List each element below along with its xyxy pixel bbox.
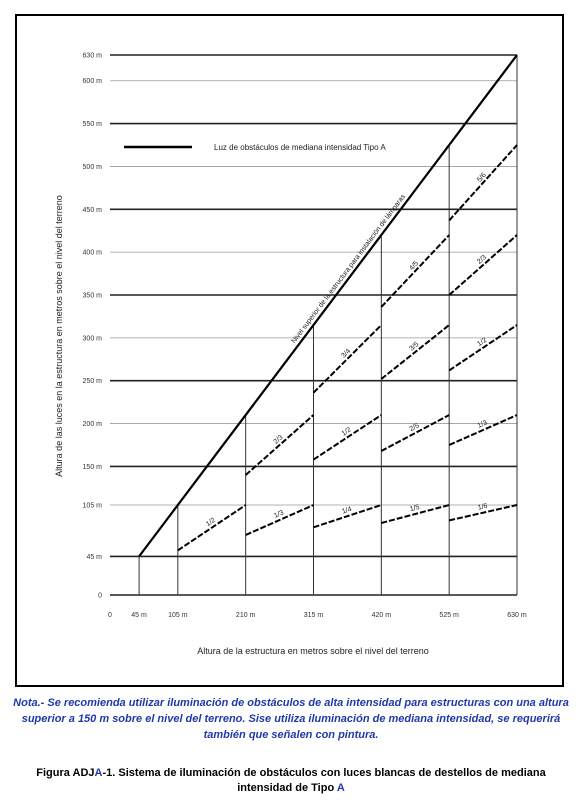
- series-label: 4/5: [408, 260, 421, 272]
- series-line: [314, 415, 382, 460]
- series-label: 1/4: [341, 505, 353, 516]
- y-tick-label: 45 m: [86, 553, 102, 561]
- series-label: 1/3: [273, 509, 285, 520]
- series-label: 3/4: [340, 347, 353, 360]
- caption-part4: Sistema de iluminación de obstáculos con luces blancas de destellos de mediana intensidad de Tipo: [115, 767, 546, 794]
- x-tick-label: 420 m: [371, 612, 392, 619]
- series-label: 2/3: [476, 254, 489, 266]
- x-tick-label: 525 m: [439, 612, 459, 619]
- x-tick-label: 630 m: [507, 612, 527, 619]
- series-line: [381, 235, 449, 307]
- x-axis-label: Altura de la estructura en metros sobre el nivel del terreno: [197, 646, 429, 656]
- series-label: 1/5: [409, 503, 421, 514]
- series-line: [449, 235, 517, 295]
- series-label: 2/5: [408, 422, 421, 434]
- series-line: [381, 415, 449, 451]
- caption-part5: A: [336, 782, 345, 794]
- y-tick-label: 0: [98, 592, 102, 600]
- series-line: [314, 325, 382, 393]
- legend-label: Luz de obstáculos de mediana intensidad Tipo A: [214, 143, 386, 152]
- x-tick-label: 105 m: [168, 612, 188, 619]
- series-line: [381, 325, 449, 379]
- figure-caption: [8, 766, 574, 796]
- series-label: 3/5: [408, 341, 421, 353]
- series-label: 2/3: [272, 434, 285, 446]
- y-tick-label: 105 m: [82, 502, 102, 510]
- series-label: 1/2: [204, 516, 217, 529]
- x-tick-label: 45 m: [131, 612, 147, 619]
- x-tick-label: 315 m: [303, 612, 324, 619]
- note-text: [8, 695, 574, 743]
- diagonal-label: Nivel superior de la estructura para instalación de lámparas: [290, 193, 408, 345]
- series-label: 1/2: [476, 336, 489, 349]
- x-tick-labels: [108, 612, 527, 619]
- series-lines: [139, 55, 517, 556]
- caption-part1: Figura ADJ: [36, 767, 95, 779]
- y-tick-label: 300 m: [82, 335, 102, 343]
- series-label: 1/2: [340, 426, 353, 438]
- y-tick-label: 350 m: [82, 292, 102, 300]
- series-label: 5/6: [476, 171, 488, 184]
- x-tick-label: 210 m: [235, 612, 256, 619]
- y-tick-label: 250 m: [82, 378, 102, 386]
- y-tick-label: 600 m: [82, 78, 102, 86]
- caption-part3: -1.: [102, 767, 116, 779]
- series-label: 1/3: [476, 419, 489, 430]
- y-tick-label: 450 m: [82, 206, 102, 214]
- y-tick-label: 200 m: [82, 421, 102, 429]
- y-axis-label: Altura de las luces en la estructura en metros sobre el nivel del terreno: [54, 195, 64, 477]
- x-tick-label: 0: [108, 612, 112, 619]
- note-body: Se recomienda utilizar iluminación de obstáculos de alta intensidad para estructuras con una altura superior a 150 m sobre el nivel del terreno. Sise utiliza iluminación de mediana intensidad, se requerirá también que señalen con pintura.: [21, 697, 569, 741]
- y-tick-label: 550 m: [82, 121, 102, 129]
- y-tick-label: 630 m: [82, 52, 102, 60]
- series-label: 1/6: [477, 502, 489, 512]
- series-line: [178, 505, 246, 550]
- y-tick-label: 400 m: [82, 249, 102, 257]
- y-tick-labels: [83, 53, 103, 600]
- note-lead: Nota.-: [13, 697, 45, 709]
- y-tick-label: 150 m: [82, 463, 102, 471]
- diagonal-series-line: [139, 55, 517, 556]
- caption-part2: A: [94, 767, 103, 779]
- y-tick-label: 500 m: [82, 163, 102, 171]
- series-line: [449, 325, 517, 370]
